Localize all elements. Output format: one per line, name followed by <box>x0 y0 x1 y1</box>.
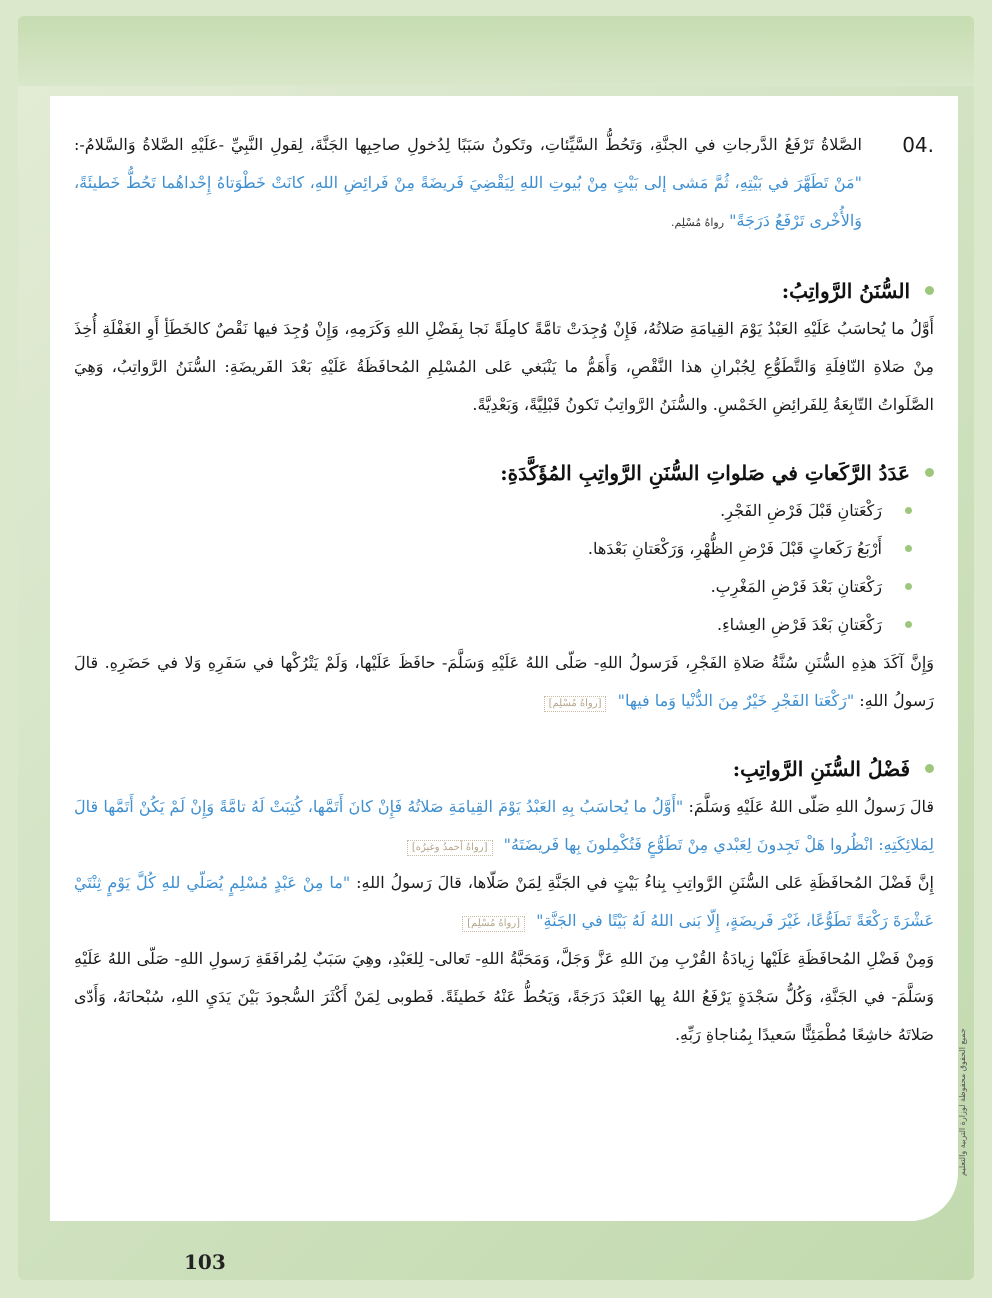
fajr-paragraph <box>74 644 934 720</box>
citation: رواهُ مُسْلِم. <box>670 216 725 229</box>
paragraph-text: قالَ رَسولُ اللهِ صَلّى اللهُ عَلَيْهِ وَسَلَّمَ: <box>683 797 934 816</box>
bullet-icon <box>905 621 912 628</box>
virtue-paragraph-2 <box>74 864 934 940</box>
bullet-icon <box>905 583 912 590</box>
hadith-quote: "مَنْ تَطَهَّرَ في بَيْتِهِ، ثُمَّ مَشى إلى بَيْتٍ مِنْ بُيوتِ اللهِ لِيَقْضِيَ فَريضَةً مِنْ فَرائِضِ اللهِ، كانَتْ خَطْوَتاهُ إِحْداهُما تَحُطُّ خَطيئَةً، وَالأُخْرى تَرْفَعُ دَرَجَةً" <box>74 173 862 230</box>
page-frame <box>18 16 974 1280</box>
item-number: 04. <box>902 133 934 157</box>
list-item: رَكْعَتانِ بَعْدَ فَرْضِ المَغْرِبِ. <box>74 568 890 606</box>
list-item: رَكْعَتانِ بَعْدَ فَرْضِ العِشاءِ. <box>74 606 890 644</box>
page-content <box>74 126 934 1054</box>
section-heading-virtue <box>74 750 934 788</box>
page-number: 103 <box>184 1250 226 1274</box>
hadith-quote: "أَوَّلُ ما يُحاسَبُ بِهِ العَبْدُ يَوْمَ القِيامَةِ صَلاتُهُ فَإِنْ كانَ أَتَمَّها، كُتِبَتْ لَهُ تامَّةً وَإِنْ لَمْ يَكُنْ أَتَمَّها قالَ لِمَلائِكَتِهِ: انْظُروا هَلْ تَجِدونَ لِعَبْدي مِنْ تَطَوُّعٍ فَتُكْمِلونَ بِها فَريضَتَهُ" <box>74 797 934 854</box>
virtue-paragraph-1 <box>74 788 934 864</box>
page-sheet <box>50 96 958 1221</box>
paragraph-text: وَإِنَّ آكَدَ هذِهِ السُّنَنِ سُنَّةُ صَلاةِ الفَجْرِ، فَرَسولُ اللهِ- صَلّى اللهُ عَلَيْهِ وَسَلَّمَ- حافَظَ عَلَيْها، وَلَمْ يَتْرُكْها في سَفَرِهِ وَلا في حَضَرِهِ. قالَ رَسولُ اللهِ: <box>74 653 934 710</box>
top-decor-stripe <box>18 16 974 86</box>
bullet-icon <box>925 468 934 477</box>
heading-text: عَدَدُ الرَّكَعاتِ في صَلواتِ السُّنَنِ الرَّواتِبِ المُؤَكَّدَةِ: <box>500 461 910 485</box>
list-item: رَكْعَتانِ قَبْلَ فَرْضِ الفَجْرِ. <box>74 492 890 530</box>
paragraph-text: إِنَّ فَضْلَ المُحافَظَةِ عَلى السُّنَنِ الرَّواتِبِ بِناءُ بَيْتٍ في الجَنَّةِ لِمَنْ صَلّاها، قالَ رَسولُ اللهِ: <box>350 873 934 892</box>
bullet-icon <box>925 764 934 773</box>
copyright-side-note: جميع الحقوق محفوظة لوزارة التربية والتعليم <box>958 1028 967 1176</box>
hadith-quote: "ما مِنْ عَبْدٍ مُسْلِمٍ يُصَلّي للهِ كُلَّ يَوْمٍ ثِنْتَيْ عَشْرَةَ رَكْعَةً تَطَوُّعًا، غَيْرَ فَريضَةٍ، إِلّا بَنى اللهُ لَهُ بَيْتًا في الجَنَّةِ" <box>74 873 934 930</box>
citation: [رواهُ مُسْلِم] <box>544 696 607 712</box>
list-item: أَرْبَعُ رَكَعاتٍ قَبْلَ فَرْضِ الظُّهْرِ، وَرَكْعَتانِ بَعْدَها. <box>74 530 890 568</box>
virtue-paragraph-3: وَمِنْ فَضْلِ المُحافَظَةِ عَلَيْها زِيادَةُ القُرْبِ مِنَ اللهِ عَزَّ وَجَلَّ، وَمَحَبَّةُ اللهِ- تَعالى- لِلعَبْدِ، وهِيَ سَبَبٌ لِمُرافَقَةِ رَسولِ اللهِ- صَلّى اللهُ عَلَيْهِ وَسَلَّمَ- في الجَنَّةِ، وَكُلُّ سَجْدَةٍ يَرْفَعُ اللهُ بِها العَبْدَ دَرَجَةً، وَيَحُطُّ عَنْهُ خَطيئَةً. فَطوبى لِمَنْ أَكْثَرَ السُّجودَ بَيْنَ يَدَيِ اللهِ، سُبْحانَهُ، وَأَدّى صَلاتَهُ خاشِعًا مُطْمَئِنًّا سَعيدًا بِمُناجاةِ رَبِّهِ. <box>74 949 935 1044</box>
bullet-icon <box>925 286 934 295</box>
item-04 <box>74 126 934 242</box>
heading-text: فَضْلُ السُّنَنِ الرَّواتِبِ: <box>732 757 910 781</box>
rawatib-paragraph: أَوَّلُ ما يُحاسَبُ عَلَيْهِ العَبْدُ يَوْمَ القِيامَةِ صَلاتُهُ، فَإِنْ وُجِدَتْ تامَّةً كامِلَةً نَجا بِفَضْلِ اللهِ وَكَرَمِهِ، وَإِنْ وُجِدَ فيها نَقْصٌ كالخَطَأِ أَوِ الغَفْلَةِ أُخِذَ مِنْ صَلاةِ النّافِلَةِ وَالتَّطَوُّعِ لِجُبْرانِ هذا النَّقْصِ، وَأَهَمُّ ما يَنْبَغي عَلى المُسْلِمِ المُحافَظَةُ عَلَيْهِ بَعْدَ الفَريضَةِ: السُّنَنُ الرَّواتِبُ، وَهِيَ الصَّلَواتُ التّابِعَةُ لِلفَرائِضِ الخَمْسِ. والسُّنَنُ الرَّواتِبُ تَكونُ قَبْلِيَّةً، وَبَعْدِيَّةً. <box>74 319 934 414</box>
heading-text: السُّنَنُ الرَّواتِبُ: <box>781 279 910 303</box>
bullet-icon <box>905 545 912 552</box>
section-heading-rawatib <box>74 272 934 310</box>
item-04-text: الصَّلاةُ تَرْفَعُ الدَّرجاتِ في الجنَّةِ، وَتَحُطُّ السَّيِّئاتِ، وتَكونُ سَبَبًا لِدُخولِ صاحِبِها الجَنَّةَ، لِقولِ النَّبِيِّ -عَلَيْهِ الصَّلاةُ وَالسَّلامُ-: <box>74 135 862 154</box>
hadith-quote: "رَكْعَتا الفَجْرِ خَيْرٌ مِنَ الدُّنْيا وَما فيها" <box>617 691 855 710</box>
bullet-icon <box>905 507 912 514</box>
rakaat-list <box>74 492 934 644</box>
citation: [رواهُ مُسْلِم] <box>462 916 525 932</box>
section-heading-count <box>74 454 934 492</box>
citation: [رواهُ أحمدُ وغيرُه] <box>407 840 493 856</box>
